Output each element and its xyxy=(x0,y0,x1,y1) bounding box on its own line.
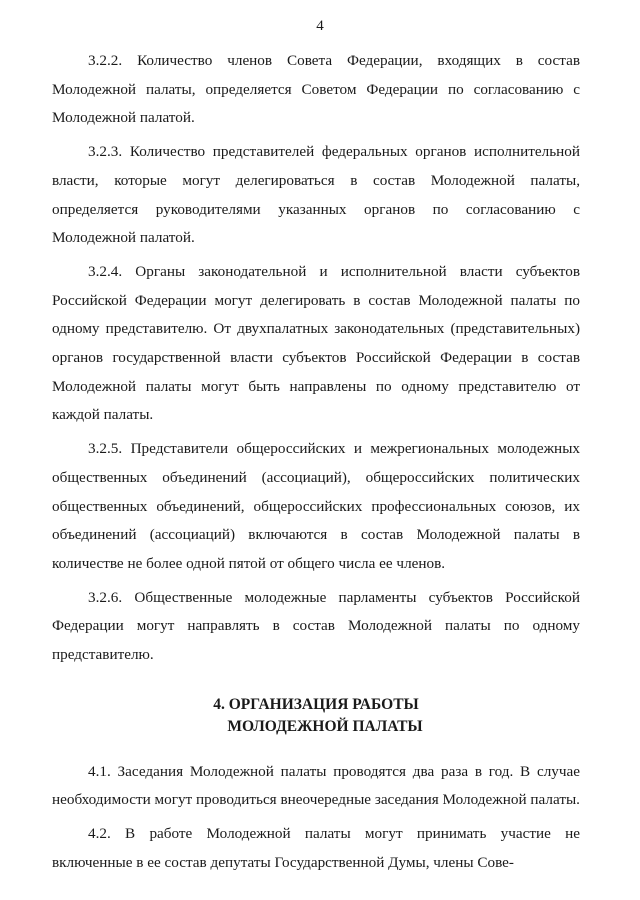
section-heading-line-2: МОЛОДЕЖНОЙ ПАЛАТЫ xyxy=(227,717,423,735)
paragraph-4-1: 4.1. Заседания Молодежной палаты проводятся два раза в год. В случае необходимости могут проводиться внеочередные заседания Молодежной палаты. xyxy=(52,762,580,809)
paragraph-3-2-2: 3.2.2. Количество членов Совета Федерации, входящих в состав Молодежной палаты, определяется Советом Федерации по согласованию с Молодежной палатой. xyxy=(52,52,580,127)
paragraph-3-2-6: 3.2.6. Общественные молодежные парламенты субъектов Российской Федерации могут направлять в состав Молодежной палаты по одному представителю. xyxy=(52,588,580,664)
paragraph-4-2: 4.2. В работе Молодежной палаты могут принимать участие не включенные в ее состав депутаты Государственной Думы, члены Сове- xyxy=(52,825,580,871)
page-number: 4 xyxy=(316,18,324,34)
paragraph-3-2-5: 3.2.5. Представители общероссийских и межрегиональных молодежных общественных объединений (ассоциаций), общероссийских политических общественных объединений, общероссийских профессиональных союзов, их объединений (ассоциаций) включаются в состав Молодежной палаты в количестве не более одной пятой от общего числа ее членов. xyxy=(52,440,580,572)
section-heading xyxy=(52,694,580,738)
paragraph-3-2-4: 3.2.4. Органы законодательной и исполнительной власти субъектов Российской Федерации могут делегировать в состав Молодежной палаты по одному представителю. От двухпалатных законодательных (представительных) органов государственной власти субъектов Российской Федерации в состав Молодежной палаты могут быть направлены по одному представителю от каждой палаты. xyxy=(52,262,580,424)
paragraph-3-2-3: 3.2.3. Количество представителей федеральных органов исполнительной власти, которые могут делегироваться в состав Молодежной палаты, определяется руководителями указанных органов по согласованию с Молодежной палатой. xyxy=(52,143,580,247)
document-body xyxy=(52,47,580,878)
section-heading-line-1: 4. ОРГАНИЗАЦИЯ РАБОТЫ xyxy=(213,695,419,713)
